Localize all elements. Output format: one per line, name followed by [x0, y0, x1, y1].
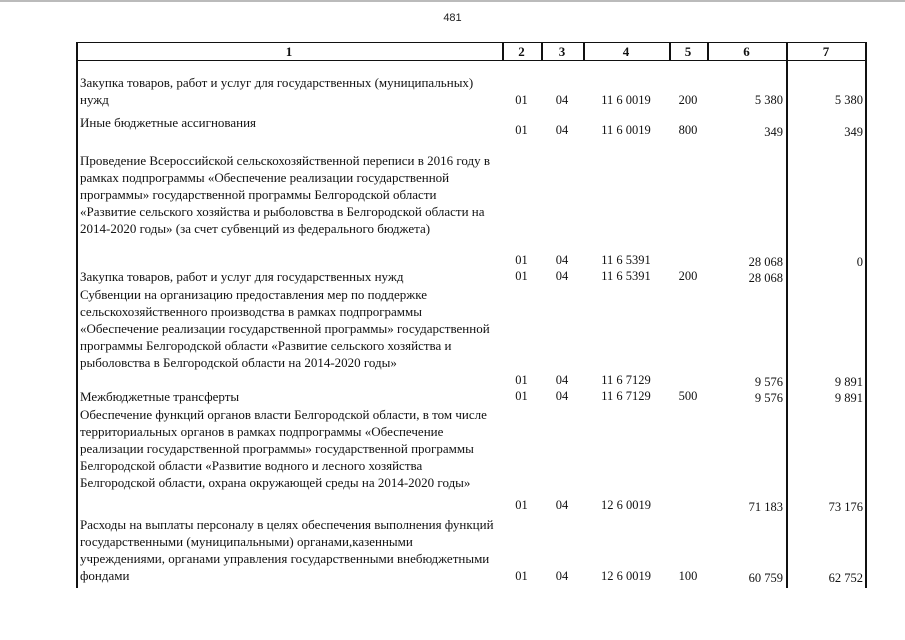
row-expense-type: 200 — [678, 269, 698, 283]
row-section: 01 — [515, 498, 528, 512]
row-subsection: 04 — [555, 498, 569, 512]
grid-line-left — [76, 42, 78, 588]
row-expense-type: 100 — [678, 569, 698, 583]
row-amount-2016: 28 068 — [748, 255, 783, 269]
row-amount-2016: 28 068 — [748, 271, 783, 285]
row-amount-2017: 73 176 — [828, 500, 863, 514]
row-description: Расходы на выплаты персоналу в целях обеспечения выполнения функций государственными (муниципальными) органами,казенными учреждениями, органами управления государственными внебюджетными фондами — [80, 517, 494, 583]
row-amount-2016: 9 576 — [754, 391, 783, 405]
page-number: 481 — [443, 12, 462, 24]
row-section: 01 — [515, 253, 528, 267]
row-amount-2016: 9 576 — [754, 375, 783, 389]
top-border-line — [0, 0, 905, 2]
row-section: 01 — [515, 389, 528, 403]
grid-line — [541, 42, 543, 61]
row-target-article: 12 6 0019 — [601, 498, 651, 512]
row-description: Межбюджетные трансферты — [80, 389, 240, 404]
header-col-7: 7 — [822, 44, 830, 59]
grid-line — [707, 42, 709, 61]
row-description: Закупка товаров, работ и услуг для государственных (муниципальных) нужд — [80, 75, 474, 107]
row-section: 01 — [515, 123, 528, 137]
row-amount-2016: 5 380 — [754, 93, 783, 107]
row-expense-type: 200 — [678, 93, 698, 107]
row-description: Субвенции на организацию предоставления мер по поддержке сельскохозяйственного производства в рамках подпрограммы «Обеспечение реализации государственной программы» государственной программы Белгородской области «Развитие сельского хозяйства и рыболовства в Белгородской области на 2014-2020 годы» — [80, 287, 490, 370]
row-amount-2017: 62 752 — [828, 571, 863, 585]
row-subsection: 04 — [555, 269, 569, 283]
row-target-article: 12 6 0019 — [601, 569, 651, 583]
row-amount-2017: 0 — [856, 255, 863, 269]
row-section: 01 — [515, 269, 528, 283]
row-description: Обеспечение функций органов власти Белгородской области, в том числе территориальных органов в рамках подпрограммы «Обеспечение реализации государственной программы» государственной программы Белгородской области «Развитие водного и лесного хозяйства Белгородской области, охрана окружающей среды на 2014-2020 годы» — [80, 407, 487, 490]
row-section: 01 — [515, 93, 528, 107]
row-target-article: 11 6 5391 — [601, 253, 651, 267]
header-col-2: 2 — [518, 44, 525, 59]
row-target-article: 11 6 5391 — [601, 269, 651, 283]
row-amount-2016: 71 183 — [748, 500, 783, 514]
grid-line — [583, 42, 585, 61]
row-amount-2017: 9 891 — [834, 375, 863, 389]
row-description: Закупка товаров, работ и услуг для государственных нужд — [80, 269, 404, 284]
header-col-6: 6 — [743, 44, 750, 59]
row-section: 01 — [515, 569, 528, 583]
row-amount-2017: 349 — [844, 125, 863, 139]
row-description: Проведение Всероссийской сельскохозяйственной переписи в 2016 году в рамках подпрограммы «Обеспечение реализации государственной программы» государственной программы Белгородской области «Развитие сельского хозяйства и рыболовства в Белгородской области на 2014-2020 годы» (за счет субвенций из федерального бюджета) — [80, 153, 491, 236]
row-description: Иные бюджетные ассигнования — [80, 115, 257, 130]
row-amount-2017: 9 891 — [834, 391, 863, 405]
header-col-3: 3 — [558, 44, 566, 59]
table-header-row — [76, 42, 866, 61]
header-col-4: 4 — [622, 44, 630, 59]
row-target-article: 11 6 0019 — [601, 93, 651, 107]
row-target-article: 11 6 7129 — [601, 389, 651, 403]
header-col-5: 5 — [684, 44, 692, 59]
row-subsection: 04 — [555, 123, 569, 137]
row-target-article: 11 6 7129 — [601, 373, 651, 387]
row-subsection: 04 — [555, 253, 569, 267]
budget-table — [76, 42, 866, 640]
row-subsection: 04 — [555, 389, 569, 403]
row-amount-2017: 5 380 — [834, 93, 863, 107]
row-expense-type: 800 — [678, 123, 698, 137]
row-subsection: 04 — [555, 93, 569, 107]
row-expense-type: 500 — [678, 389, 698, 403]
row-target-article: 11 6 0019 — [601, 123, 651, 137]
row-amount-2016: 60 759 — [748, 571, 783, 585]
grid-line — [502, 42, 504, 61]
row-amount-2016: 349 — [764, 125, 783, 139]
row-subsection: 04 — [555, 373, 569, 387]
row-subsection: 04 — [555, 569, 569, 583]
header-col-1: 1 — [285, 44, 293, 59]
row-section: 01 — [515, 373, 528, 387]
grid-line-right — [865, 42, 867, 588]
grid-line — [669, 42, 671, 61]
